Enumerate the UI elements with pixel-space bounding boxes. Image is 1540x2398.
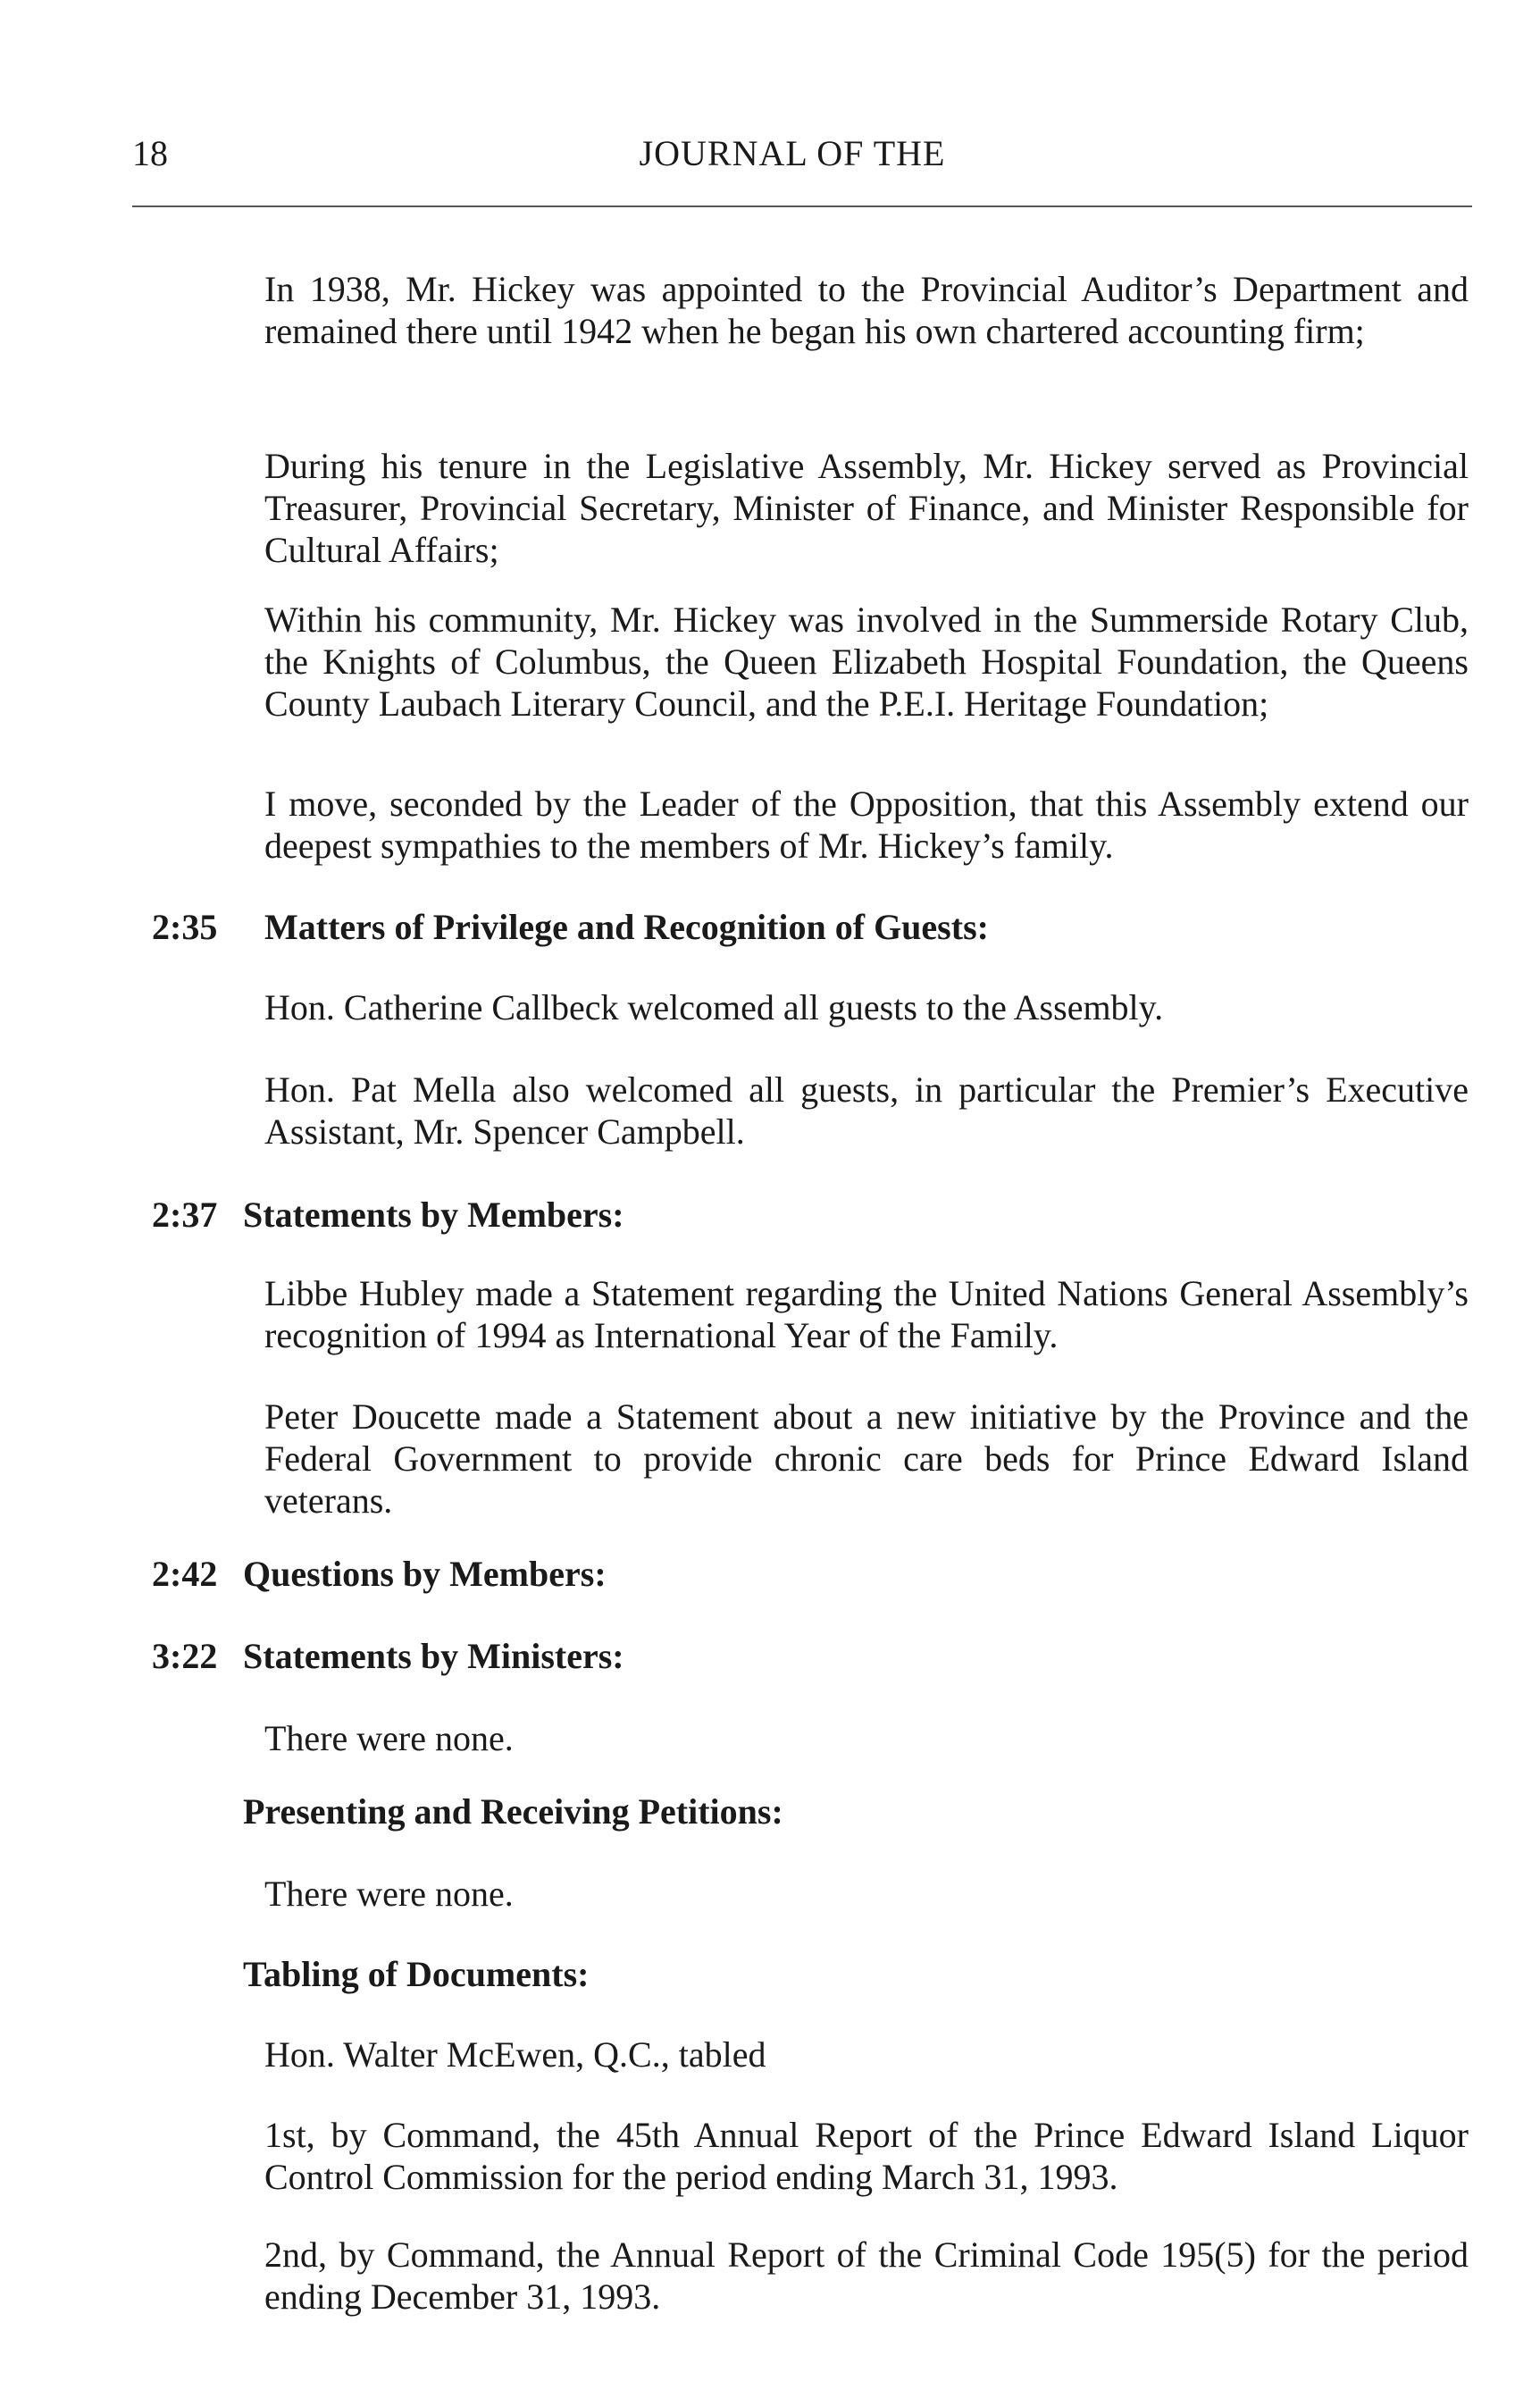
section-heading-tabling <box>243 1953 1494 1995</box>
section-title: Tabling of Documents: <box>243 1954 590 1994</box>
paragraph-motion: I move, seconded by the Leader of the Opposition, that this Assembly extend our deepest sympathies to the members of Mr. Hickey’s family. <box>264 784 1469 866</box>
paragraph-doucette: Peter Doucette made a Statement about a new initiative by the Province and the Federal Government to provide chronic care beds for Prince Edward Island veterans. <box>264 1396 1469 1521</box>
paragraph-community: Within his community, Mr. Hickey was involved in the Summerside Rotary Club, the Knights of Columbus, the Queen Elizabeth Hospital Foundation, the Queens County Laubach Literary Council, and the P.E.I. Heritage Foundation; <box>264 600 1469 724</box>
page-header <box>132 132 1452 186</box>
section-title: Statements by Ministers: <box>243 1636 624 1676</box>
paragraph-mella: Hon. Pat Mella also welcomed all guests, in particular the Premier’s Executive Assistant, Mr. Spencer Campbell. <box>264 1069 1469 1152</box>
page-number: 18 <box>132 133 168 173</box>
section-time: 2:35 <box>152 907 218 947</box>
running-head: JOURNAL OF THE <box>639 133 946 173</box>
section-title: Questions by Members: <box>243 1554 607 1594</box>
section-heading-petitions <box>243 1790 1494 1832</box>
paragraph-mcewen: Hon. Walter McEwen, Q.C., tabled <box>264 2034 766 2075</box>
section-time: 3:22 <box>152 1636 218 1676</box>
section-title: Presenting and Receiving Petitions: <box>243 1791 783 1832</box>
section-title: Matters of Privilege and Recognition of Guests: <box>264 907 989 947</box>
section-time: 2:42 <box>152 1554 218 1594</box>
section-time: 2:37 <box>152 1195 218 1235</box>
paragraph-criminal-code-report: 2nd, by Command, the Annual Report of the Criminal Code 195(5) for the period ending December 31, 1993. <box>264 2234 1469 2317</box>
paragraph-none-1: There were none. <box>264 1718 514 1758</box>
paragraph-tenure: During his tenure in the Legislative Assembly, Mr. Hickey served as Provincial Treasurer, Provincial Secretary, Minister of Finance, and Minister Responsible for Cultural Affairs; <box>264 446 1469 570</box>
paragraph-auditor: In 1938, Mr. Hickey was appointed to the Provincial Auditor’s Department and remained there until 1942 when he began his own chartered accounting firm; <box>264 269 1469 351</box>
section-title: Statements by Members: <box>243 1195 624 1235</box>
paragraph-none-2: There were none. <box>264 1874 514 1914</box>
header-rule <box>132 205 1472 207</box>
paragraph-liquor-report: 1st, by Command, the 45th Annual Report of the Prince Edward Island Liquor Control Commission for the period ending March 31, 1993. <box>264 2115 1469 2197</box>
paragraph-callbeck: Hon. Catherine Callbeck welcomed all guests to the Assembly. <box>264 987 1164 1027</box>
paragraph-hubley: Libbe Hubley made a Statement regarding the United Nations General Assembly’s recognition of 1994 as International Year of the Family. <box>264 1273 1469 1355</box>
